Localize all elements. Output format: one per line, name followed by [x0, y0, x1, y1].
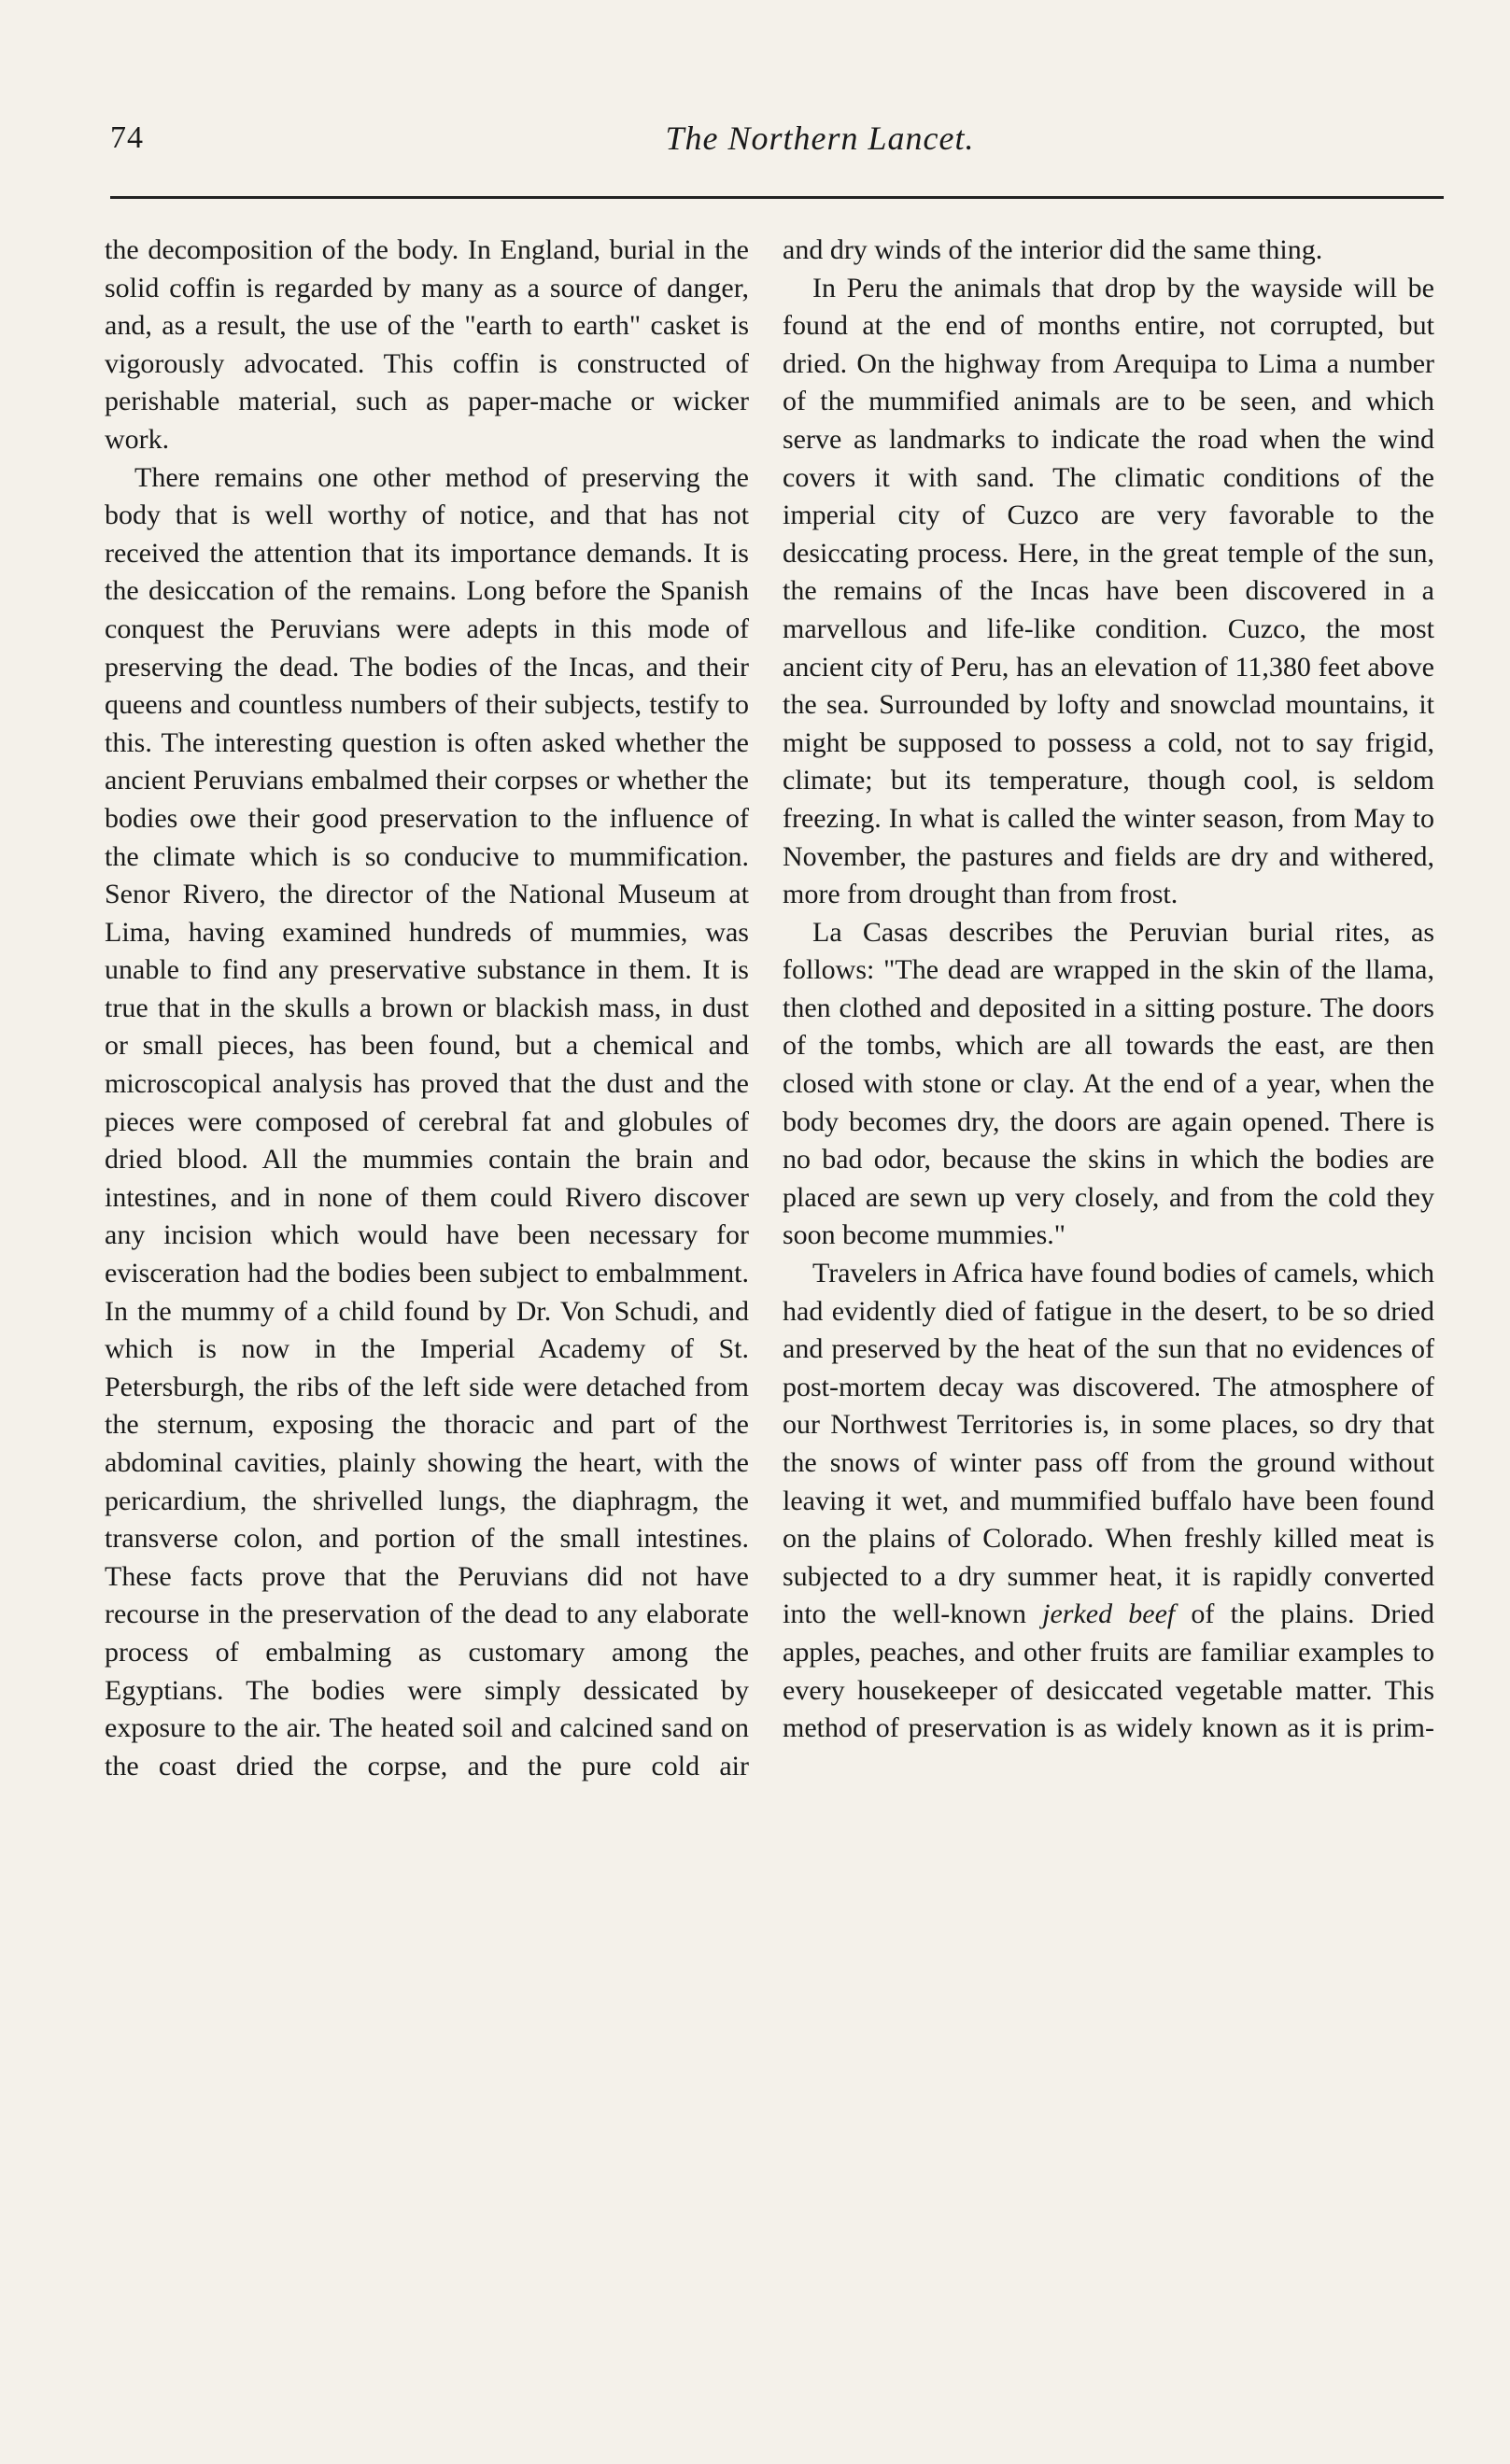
paragraph-travelers-africa [783, 1255, 1434, 1748]
page-header [110, 120, 1444, 168]
page-number: 74 [110, 120, 144, 155]
left-text-column [105, 232, 749, 1785]
paragraph-peru-animals-cuzco: In Peru the animals that drop by the wayside will be found at the end of months entire, not corrupted, but dried. On the highway from Arequipa to Lima a number of the mummified animals are to be seen, and which serve as landmarks to indicate the road when the wind covers it with sand. The climatic conditions of the imperial city of Cuzco are very favorable to the desiccating process. Here, in the great temple of the sun, the remains of the Incas have been discovered in a marvellous and life-like condition. Cuzco, the most ancient city of Peru, has an elevation of 11,380 feet above the sea. Surrounded by lofty and snowclad mountains, it might be supposed to possess a cold, not to say frigid, climate; but its temperature, though cool, is seldom freezing. In what is called the winter season, from May to November, the pastures and fields are dry and withered, more from drought than from frost. [783, 272, 1434, 910]
paragraph-la-casas-burial-rites: La Casas describes the Peruvian burial rites, as follows: "The dead are wrapped in the skin of the llama, then clothed and deposited in a sitting posture. The doors of the tombs, which are all towards the east, are then closed with stone or clay. At the end of a year, when the body becomes dry, the doors are again opened. There is no bad odor, because the skins in which the bodies are placed are sewn up very closely, and from the cold they soon become mummies." [783, 916, 1434, 1251]
header-divider [110, 196, 1444, 199]
paragraph-dry-winds-continued: and dry winds of the interior did the same thing. [783, 234, 1323, 265]
jerked-beef-italic-phrase: jerked beef [1042, 1598, 1176, 1630]
running-title: The Northern Lancet. [665, 120, 975, 157]
right-text-column [783, 232, 1434, 1748]
paragraph-burial-coffin-continued: the decomposition of the body. In England, burial in the solid coffin is regarded by many as a source of danger, and, as a result, the use of the "earth to earth" casket is vigorously advocated. This coffin is constructed of perishable material, such as paper-mache or wicker work. [105, 234, 749, 455]
paragraph-travelers-africa-end: of the plains. Dried apples, peaches, and other fruits are familiar examples to every housekeeper of desiccated vegetable matter. This method of preservation is as widely known as it is prim- [783, 1598, 1435, 1744]
paragraph-desiccation-peru: There remains one other method of preserving the body that is well worthy of notice, and that has not received the attention that its importance demands. It is the desiccation of the remains. Long before the Spanish conquest the Peruvians were adepts in this mode of preserving the dead. The bodies of the Incas, and their queens and countless numbers of their subjects, testify to this. The interesting question is often asked whether the ancient Peruvians embalmed their corpses or whether the bodies owe their good preservation to the influence of the climate which is so conducive to mummification. Senor Rivero, the director of the National Museum at Lima, having examined hundreds of mummies, was unable to find any preservative substance in them. It is true that in the skulls a brown or blackish mass, in dust or small pieces, has been found, but a chemical and microscopical analysis has proved that the dust and the pieces were composed of cerebral fat and globules of dried blood. All the mummies contain the brain and intestines, and in none of them could Rivero discover any incision which would have been necessary for evisceration had the bodies been subject to embalmment. In the mummy of a child found by Dr. Von Schudi, and which is now in the Imperial Academy of St. Petersburgh, the ribs of the left side were detached from the sternum, exposing the thoracic and part of the abdominal cavities, plainly showing the heart, with the pericardium, the shrivelled lungs, the diaphragm, the transverse colon, and portion of the small intestines. These facts prove that the Peruvians did not have recourse in the preservation of the dead to any elaborate process of embalming as customary among the Egyptians. The bodies were simply dessicated by exposure to the air. The heated soil and calcined sand on the coast dried the corpse, and the pure cold air [105, 461, 749, 1781]
paragraph-travelers-africa-start: Travelers in Africa have found bodies of camels, which had evidently died of fatigue in the desert, to be so dried and preserved by the heat of the sun that no evidences of post-mortem decay was discovered. The atmosphere of our Northwest Territories is, in some places, so dry that the snows of winter pass off from the ground without leaving it wet, and mummified buffalo have been found on the plains of Colorado. When freshly killed meat is subjected to a dry summer heat, it is rapidly converted into the well-known [783, 1258, 1434, 1630]
